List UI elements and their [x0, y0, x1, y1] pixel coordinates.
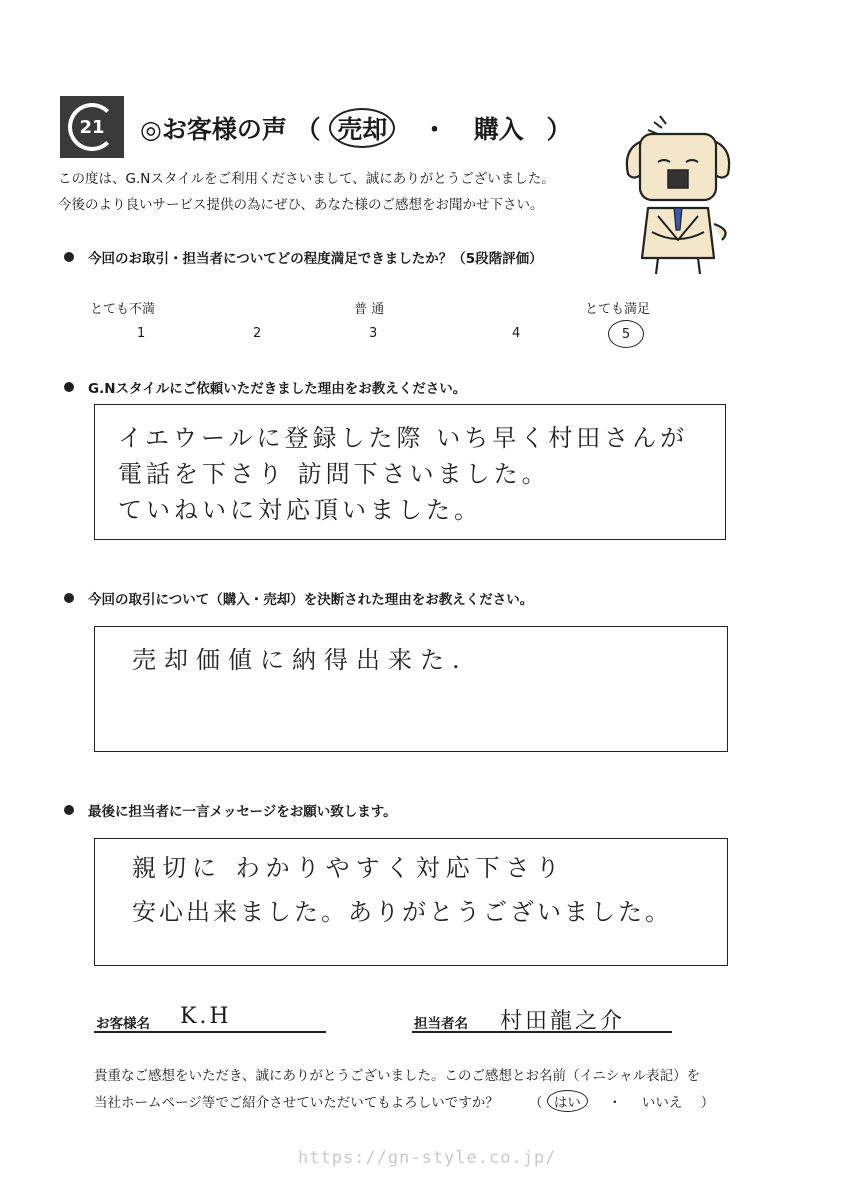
bullet-icon [64, 593, 74, 603]
intro-line-1: この度は、G.Nスタイルをご利用くださいまして、誠にありがとうございました。 [58, 171, 555, 187]
title-sell-selected: 売却 [329, 108, 395, 148]
scale-option-1: 1 [137, 326, 146, 341]
answer-4-line-2: 安心出来ました。ありがとうございました。 [132, 898, 672, 926]
question-2 [64, 377, 466, 397]
page-title [140, 108, 572, 148]
question-4 [64, 800, 397, 820]
staff-name-label: 担当者名 [414, 1016, 468, 1032]
consent-yes-selected: はい [547, 1090, 588, 1112]
watermark-url: https://gn-style.co.jp/ [298, 1148, 557, 1168]
scale-label-low: とても不満 [90, 302, 156, 317]
consent-paren-close: ） [700, 1095, 715, 1111]
title-sep: ・ [422, 115, 448, 144]
answer-2-line-3: ていねいに対応頂いました。 [118, 496, 482, 524]
consent-line-1: 貴重なご感想をいただき、誠にありがとうございました。このご感想とお名前（イニシャル表記）を [94, 1068, 701, 1084]
title-paren-open: （ [295, 115, 321, 144]
consent-paren-open: （ [529, 1095, 543, 1111]
question-3-text: 今回の取引について（購入・売却）を決断された理由をお教えください。 [88, 592, 534, 608]
consent-question: 当社ホームページ等でご紹介させていただいてもよろしいですか？ [94, 1095, 499, 1111]
scale-label-high: とても満足 [585, 302, 651, 317]
title-prefix: ◎お客様の声 [140, 115, 287, 144]
scale-option-2: 2 [253, 326, 262, 341]
consent-no: いいえ [641, 1095, 683, 1111]
consent-sep: ・ [608, 1095, 622, 1111]
century21-logo [60, 96, 124, 158]
customer-name-label: お客様名 [96, 1016, 150, 1032]
question-3 [64, 588, 533, 608]
bullet-icon [64, 805, 74, 815]
bullet-icon [64, 252, 74, 262]
title-buy: 購入 [473, 115, 524, 144]
answer-3-line-1: 売却価値に納得出来た. [132, 646, 468, 674]
staff-name-line [412, 1031, 672, 1033]
staff-name-value: 村田龍之介 [500, 1009, 626, 1034]
question-1-text: 今回のお取引・担当者についてどの程度満足できましたか？（5段階評価） [88, 251, 543, 267]
customer-name-value: K.H [180, 1004, 232, 1029]
customer-name-line [94, 1031, 326, 1033]
dog-mascot-illustration [618, 112, 738, 277]
answer-4-line-1: 親切に わかりやすく対応下さり [132, 854, 566, 882]
answer-2-line-1: イエウールに登録した際 いち早く村田さんが [118, 424, 689, 452]
title-paren-close: ） [546, 115, 572, 144]
scale-option-3: 3 [369, 326, 378, 341]
scale-option-5-label: 5 [621, 326, 631, 342]
question-2-text: G.Nスタイルにご依頼いただきました理由をお教えください。 [88, 381, 467, 397]
bullet-icon [64, 382, 74, 392]
question-4-text: 最後に担当者に一言メッセージをお願い致します。 [88, 804, 397, 820]
scale-option-5-selected [608, 320, 644, 348]
logo-text: 21 [79, 116, 105, 138]
consent-line-2 [94, 1090, 714, 1112]
intro-line-2: 今後のより良いサービス提供の為にぜひ、あなた様のご感想をお聞かせ下さい。 [58, 197, 544, 213]
scale-label-mid: 普 通 [354, 302, 385, 317]
question-1 [64, 247, 543, 267]
scale-option-4: 4 [512, 326, 521, 341]
answer-2-line-2: 電話を下さり 訪問下さいました。 [118, 460, 550, 488]
